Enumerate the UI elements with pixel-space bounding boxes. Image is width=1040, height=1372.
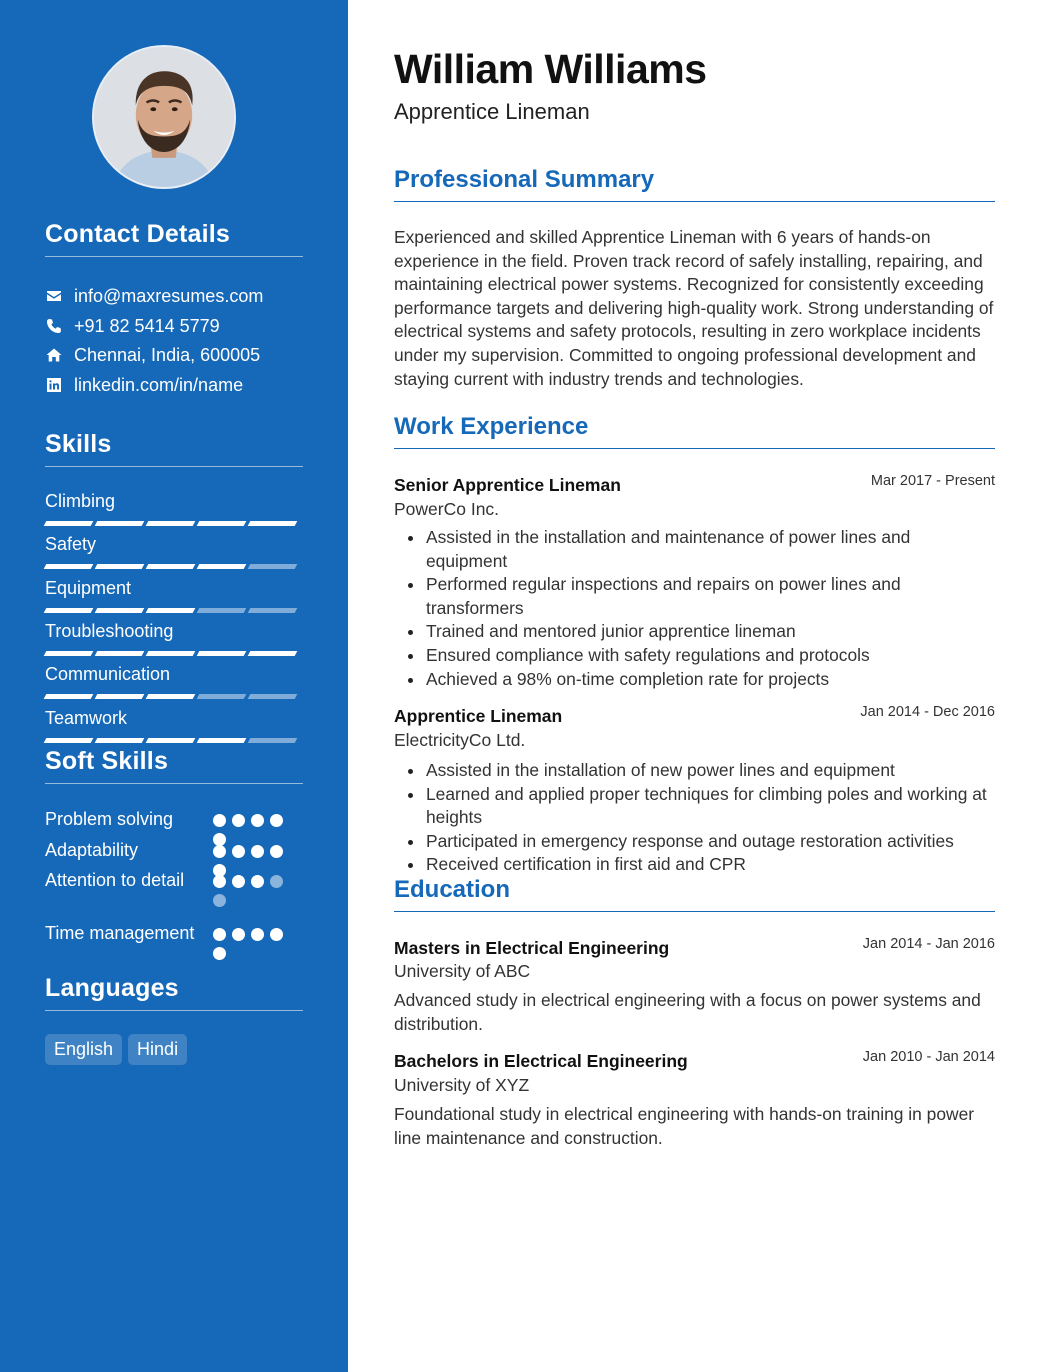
skill-level-segment [146, 564, 196, 569]
job-bullets [394, 526, 995, 691]
job-bullets [394, 759, 995, 877]
contact-linkedin-text: linkedin.com/in/name [74, 374, 244, 395]
language-tag: Hindi [128, 1034, 187, 1065]
envelope-icon [45, 287, 63, 305]
skill-level-segment [248, 564, 298, 569]
skill-level-segment [197, 651, 247, 656]
rating-dot [270, 845, 283, 858]
rating-dot [213, 845, 226, 858]
candidate-role: Apprentice Lineman [394, 99, 590, 124]
degree-description: Foundational study in electrical engineering with hands-on training in power line maintenance and construction. [394, 1104, 975, 1148]
skill-name: Communication [45, 664, 171, 685]
skill-item [45, 577, 303, 613]
skill-level-segment [44, 564, 94, 569]
degree-title: Bachelors in Electrical Engineering [394, 1051, 688, 1071]
degree-dates: Jan 2014 - Jan 2016 [862, 936, 995, 952]
list-item: Received certification in first aid and CPR [394, 853, 995, 877]
rating-dot [251, 845, 264, 858]
soft-skill-name: Adaptability [45, 840, 139, 860]
contact-phone-text: +91 82 5414 5779 [74, 315, 220, 336]
rating-dot [213, 947, 226, 960]
skill-level-segment [248, 694, 298, 699]
rating-dot [213, 875, 226, 888]
skill-name: Teamwork [45, 707, 128, 728]
skill-level-segment [95, 738, 145, 743]
skill-level-segment [44, 521, 94, 526]
contact-heading: Contact Details [45, 220, 303, 257]
skill-level-bar [45, 564, 303, 569]
skill-level-segment [44, 738, 94, 743]
rating-dot [213, 814, 226, 827]
candidate-name: William Williams [394, 46, 707, 92]
phone-icon [45, 317, 63, 335]
skill-level-segment [95, 521, 145, 526]
skill-level-segment [146, 738, 196, 743]
job-company: PowerCo Inc. [394, 499, 500, 519]
list-item: Assisted in the installation of new power lines and equipment [394, 759, 995, 783]
contact-address-text: Chennai, India, 600005 [74, 344, 261, 365]
rating-dot [270, 814, 283, 827]
experience-heading: Work Experience [394, 413, 995, 449]
rating-dot [251, 814, 264, 827]
soft-skills-heading: Soft Skills [45, 747, 303, 784]
job-title: Senior Apprentice Lineman [394, 475, 621, 495]
degree-description: Advanced study in electrical engineering with a focus on power systems and distribution. [394, 990, 981, 1034]
list-item: Assisted in the installation and maintenance of power lines and equipment [394, 526, 995, 573]
skill-level-segment [197, 738, 247, 743]
skill-level-segment [146, 694, 196, 699]
rating-dot [213, 894, 226, 907]
skill-level-segment [248, 521, 298, 526]
skill-level-segment [95, 651, 145, 656]
skill-level-segment [146, 521, 196, 526]
job-dates: Mar 2017 - Present [870, 473, 995, 489]
skill-level-segment [44, 694, 94, 699]
list-item: Trained and mentored junior apprentice lineman [394, 620, 995, 644]
rating-dot [251, 875, 264, 888]
soft-skill-name: Attention to detail [45, 870, 185, 890]
list-item: Performed regular inspections and repairs on power lines and transformers [394, 573, 995, 620]
skill-level-bar [45, 651, 303, 656]
degree-dates: Jan 2010 - Jan 2014 [862, 1049, 995, 1065]
summary-text: Experienced and skilled Apprentice Lineman with 6 years of hands-on experience in the field. Proven track record of safely installing, repairing, and maintaining electrical power systems. Recognized for consistently exceeding performance targets and delivering high-quality work. Strong understanding of electrical systems and safety protocols, resulting in zero workplace incidents under my supervision. Committed to ongoing professional development and staying current with industry trends and technologies. [394, 227, 994, 389]
linkedin-icon [45, 376, 63, 394]
skill-item [45, 620, 303, 656]
job-company: ElectricityCo Ltd. [394, 730, 526, 750]
skill-level-segment [44, 608, 94, 613]
degree-school: University of XYZ [394, 1075, 530, 1095]
skill-item [45, 663, 303, 699]
contact-address [45, 344, 260, 366]
skill-level-segment [248, 738, 298, 743]
skill-name: Troubleshooting [45, 620, 174, 641]
home-icon [45, 346, 63, 364]
job-title: Apprentice Lineman [394, 706, 563, 726]
skill-level-segment [197, 694, 247, 699]
rating-dot [232, 875, 245, 888]
rating-dot [270, 875, 283, 888]
languages-heading: Languages [45, 974, 303, 1011]
soft-skill-rating [213, 921, 293, 960]
list-item: Ensured compliance with safety regulations and protocols [394, 644, 995, 668]
skill-name: Climbing [45, 491, 116, 511]
skill-level-segment [95, 608, 145, 613]
soft-skill-name: Time management [45, 923, 195, 943]
profile-photo [92, 45, 236, 189]
list-item: Learned and applied proper techniques for climbing poles and working at heights [394, 783, 995, 830]
skill-level-segment [197, 608, 247, 613]
skill-level-segment [95, 694, 145, 699]
skill-level-segment [44, 651, 94, 656]
profile-photo-image [94, 47, 234, 187]
rating-dot [270, 928, 283, 941]
skills-heading: Skills [45, 430, 303, 467]
skill-level-bar [45, 694, 303, 699]
contact-linkedin[interactable] [45, 374, 243, 396]
education-heading: Education [394, 876, 995, 912]
skill-level-segment [95, 564, 145, 569]
soft-skill-item [45, 921, 303, 960]
skill-level-segment [146, 651, 196, 656]
contact-email[interactable] [45, 285, 263, 307]
rating-dot [232, 845, 245, 858]
soft-skill-rating [213, 868, 293, 907]
skill-level-bar [45, 738, 303, 743]
soft-skill-item [45, 868, 303, 907]
skill-level-bar [45, 608, 303, 613]
contact-email-text: info@maxresumes.com [74, 285, 264, 306]
sidebar [0, 0, 348, 1372]
soft-skill-name: Problem solving [45, 809, 174, 829]
rating-dot [232, 928, 245, 941]
skill-level-segment [248, 651, 298, 656]
list-item: Achieved a 98% on-time completion rate for projects [394, 668, 995, 692]
job-dates: Jan 2014 - Dec 2016 [860, 704, 995, 720]
skill-item [45, 533, 303, 569]
skill-level-segment [197, 564, 247, 569]
skill-name: Safety [45, 534, 97, 555]
skill-level-segment [197, 521, 247, 526]
rating-dot [251, 928, 264, 941]
degree-title: Masters in Electrical Engineering [394, 938, 670, 958]
rating-dot [232, 814, 245, 827]
skill-name: Equipment [45, 577, 132, 598]
degree-school: University of ABC [394, 961, 531, 981]
skill-item [45, 490, 303, 526]
rating-dot [213, 928, 226, 941]
skill-level-segment [248, 608, 298, 613]
list-item: Participated in emergency response and outage restoration activities [394, 830, 995, 854]
languages-list [45, 1034, 187, 1065]
skill-item [45, 707, 303, 743]
contact-phone[interactable] [45, 315, 220, 337]
language-tag: English [45, 1034, 122, 1065]
summary-heading: Professional Summary [394, 166, 995, 202]
skill-level-segment [146, 608, 196, 613]
skill-level-bar [45, 521, 303, 526]
